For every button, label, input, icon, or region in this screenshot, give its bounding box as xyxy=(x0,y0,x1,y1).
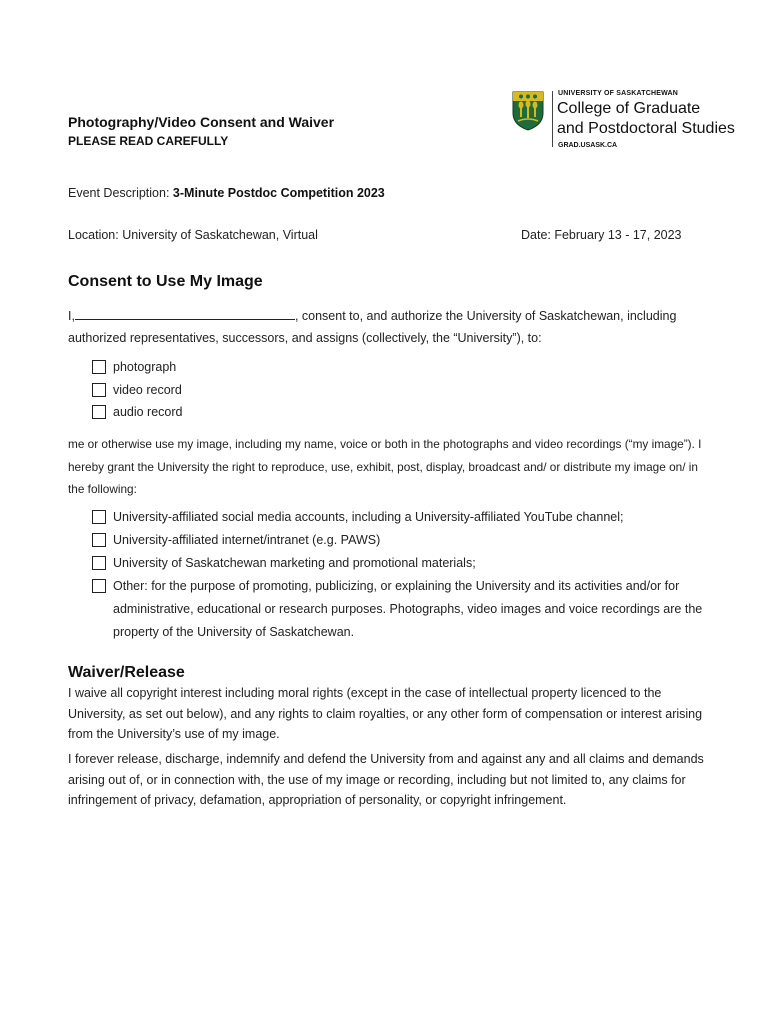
channel-option-label: Other: for the purpose of promoting, publicizing, or explaining the University and its activities and/or for administrative, educational or research purposes. Photographs, video images and voice recordings are the property of the University of Saskatchewan. xyxy=(113,579,703,639)
media-option xyxy=(92,358,392,381)
media-option-label: video record xyxy=(113,382,182,397)
checkbox[interactable] xyxy=(92,405,106,419)
media-option-label: photograph xyxy=(113,360,177,374)
waiver-paragraph-2: I forever release, discharge, indemnify and defend the University from and against any and all claims and demands arising out of, or in connection with, the use of my image or recording, including but not limited to, any claims for infringement of privacy, defamation, appropriation of personality, or copyright infringement. xyxy=(68,752,704,807)
channel-option xyxy=(92,506,712,529)
logo-divider xyxy=(552,91,553,147)
channel-option-label: University-affiliated social media accounts, including a University-affiliated YouTube channel; xyxy=(113,510,624,524)
document-subtitle: PLEASE READ CAREFULLY xyxy=(68,134,229,148)
channel-option-label: University-affiliated internet/intranet (e.g. PAWS) xyxy=(113,533,381,547)
consent-heading: Consent to Use My Image xyxy=(68,273,263,290)
event-date: Date: February 13 - 17, 2023 xyxy=(521,228,682,242)
event-description-label: Event Description: xyxy=(68,186,173,200)
checkbox[interactable] xyxy=(92,383,106,397)
waiver-heading: Waiver/Release xyxy=(68,664,185,681)
university-crest-icon xyxy=(512,91,544,131)
media-option xyxy=(92,403,392,426)
usage-paragraph: me or otherwise use my image, including my name, voice or both in the photographs and video recordings (“my image”). I hereby grant the University the right to reproduce, use, exhibit, post, display, broadcast and/ or distribute my image on/ in the following: xyxy=(68,437,702,496)
document-title: Photography/Video Consent and Waiver xyxy=(68,114,335,130)
university-logo xyxy=(512,90,762,152)
checkbox[interactable] xyxy=(92,510,106,524)
media-options-list xyxy=(92,358,392,426)
consent-intro-text: , consent to, and authorize the University of Saskatchewan, including authorized representatives, successors, and assigns (collectively, the “University”), to: xyxy=(68,309,677,345)
channel-option-label: University of Saskatchewan marketing and promotional materials; xyxy=(113,556,476,570)
checkbox[interactable] xyxy=(92,360,106,374)
consent-intro-prefix: I, xyxy=(68,309,75,323)
checkbox[interactable] xyxy=(92,556,106,570)
checkbox[interactable] xyxy=(92,533,106,547)
channel-option xyxy=(92,529,712,552)
consent-intro xyxy=(68,305,708,349)
checkbox[interactable] xyxy=(92,579,106,593)
logo-college-line2: and Postdoctoral Studies xyxy=(557,120,735,137)
event-description xyxy=(68,186,385,200)
name-blank-line[interactable] xyxy=(75,307,295,320)
logo-university-name: UNIVERSITY OF SASKATCHEWAN xyxy=(558,90,679,97)
logo-college-line1: College of Graduate xyxy=(557,100,701,117)
event-location: Location: University of Saskatchewan, Virtual xyxy=(68,228,318,242)
channel-option xyxy=(92,552,712,575)
media-option-label: audio record xyxy=(113,405,183,419)
event-description-value: 3-Minute Postdoc Competition 2023 xyxy=(172,186,385,200)
channels-list xyxy=(92,506,712,644)
logo-url: GRAD.USASK.CA xyxy=(558,142,618,149)
waiver-paragraph-1: I waive all copyright interest including moral rights (except in the case of intellectual property licenced to the University, as set out below), and any rights to claim royalties, or any other form of compensation or interest arising from the University’s use of my image. xyxy=(68,686,703,741)
media-option xyxy=(92,381,392,404)
channel-option xyxy=(92,575,712,644)
